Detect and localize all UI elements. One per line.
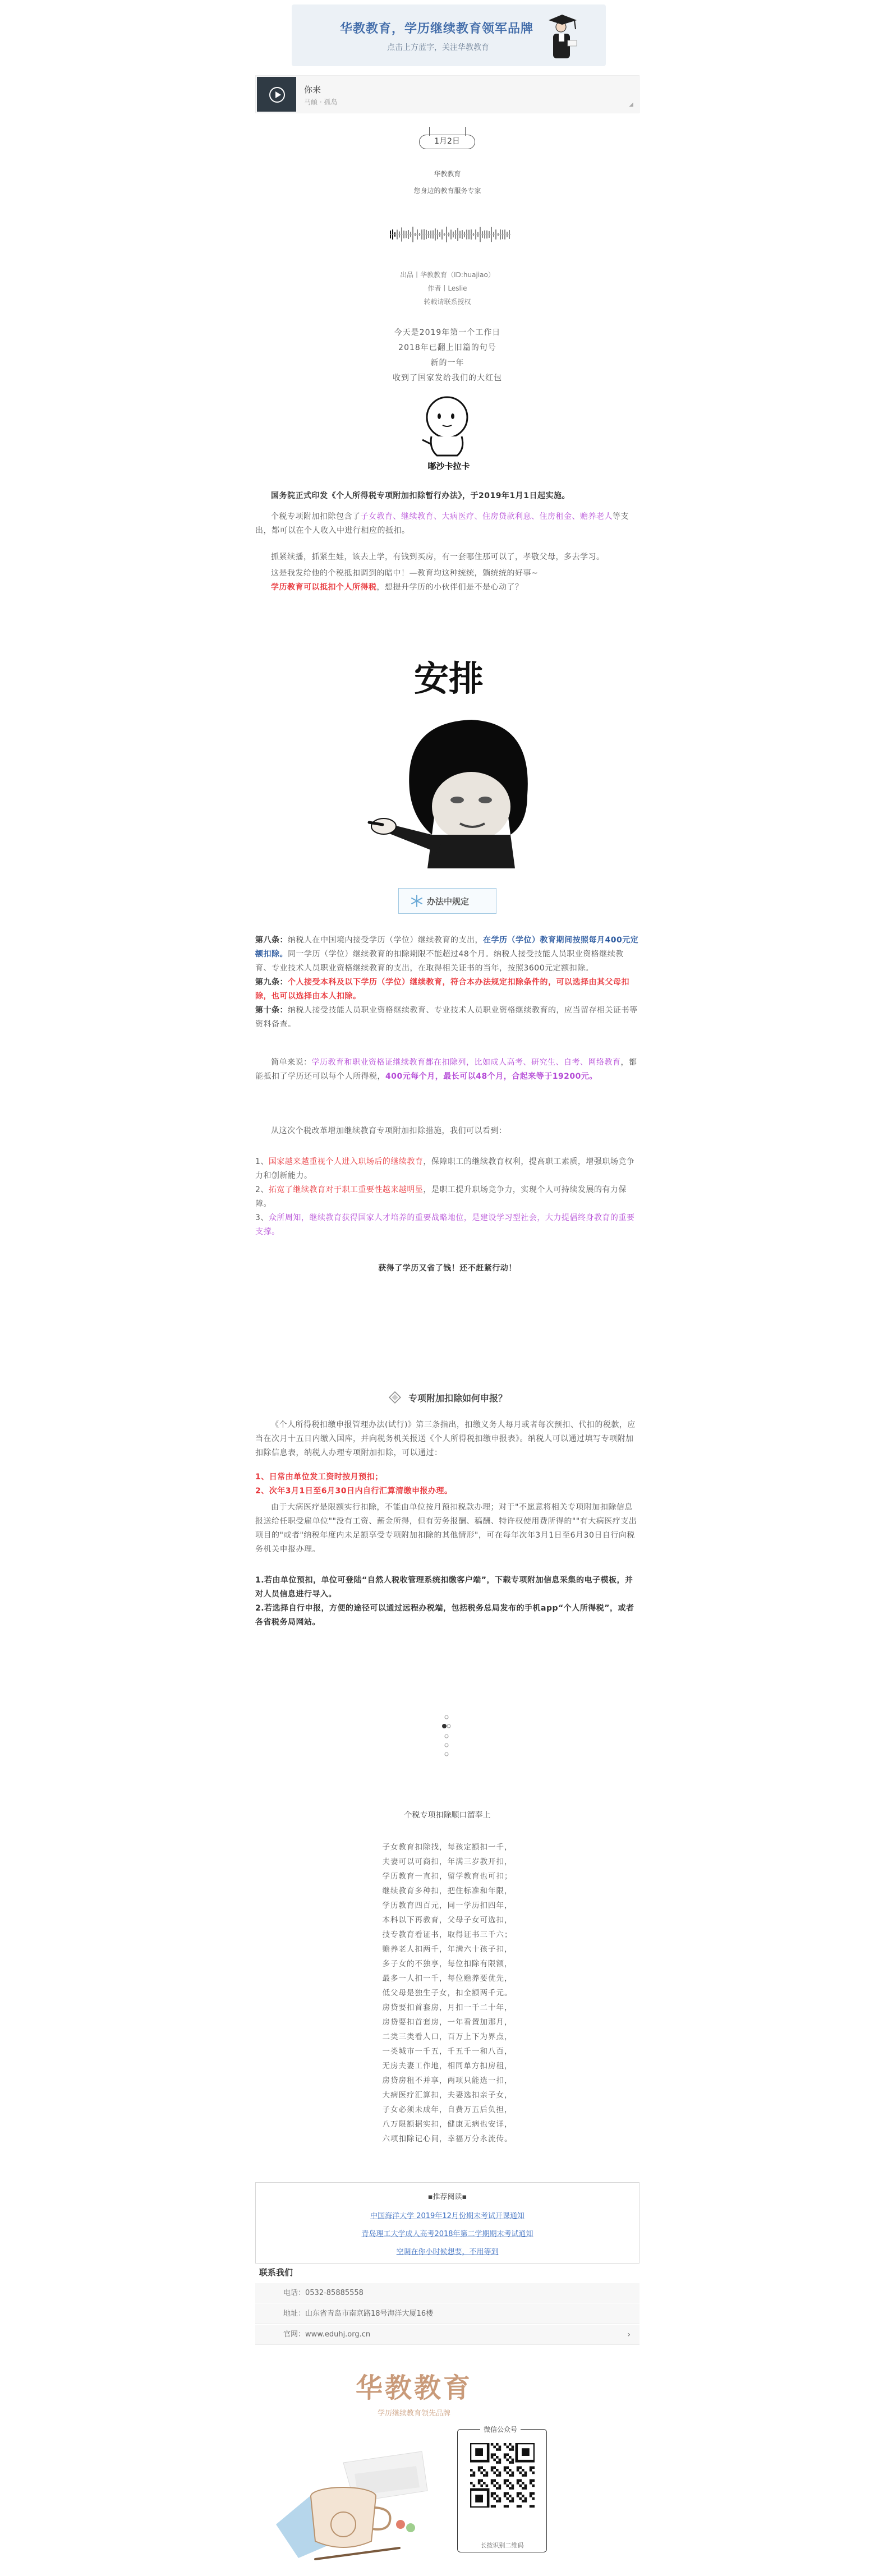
- text-span: 纳税人在中国境内接受学历（学位）继续教育的支出，: [288, 936, 483, 945]
- qr-code-icon[interactable]: [470, 2443, 535, 2508]
- highlight-span: 拓宽了继续教育对于职工重要性越来越明显: [268, 1185, 424, 1194]
- poem-line: 新的一年: [430, 358, 464, 367]
- rhyme-lines: [255, 1840, 639, 2146]
- rhyme-line: 大病医疗汇算扣，夫妻选扣亲子女，: [382, 2091, 513, 2100]
- rhyme-line: 技专教育看证书，取得证书三千六；: [382, 1930, 513, 1939]
- rule-9: [255, 976, 639, 1004]
- rhyme-line: 房贷房租不并享，两项只能选一扣，: [382, 2076, 513, 2085]
- rule-head: 第十条：: [255, 1006, 288, 1015]
- benefit-item: [255, 1183, 639, 1211]
- text-span: 1、: [255, 1157, 269, 1166]
- text-span: 个税专项附加扣除包含了: [271, 512, 361, 521]
- section-title-rules: [398, 888, 496, 914]
- rhyme-line: 多子女的不独享，每位扣除有限额，: [382, 1959, 513, 1968]
- calc-paragraph: [255, 1056, 639, 1084]
- contact-address[interactable]: 地址：山东省青岛市南京路18号海洋大厦16楼: [255, 2304, 639, 2324]
- qr-caption: 长按识别二维码: [480, 2542, 524, 2549]
- rhyme-line: 继续教育多种扣，把住标准和年限，: [382, 1887, 513, 1896]
- benefits-intro: 从这次个税改革增加继续教育专项附加扣除措施，我们可以看到：: [271, 1126, 507, 1135]
- intro-brand-block: [255, 168, 639, 196]
- rhyme-title: 个税专项扣除顺口溜奉上: [404, 1811, 491, 1820]
- expand-icon[interactable]: ◢: [629, 102, 633, 108]
- sticker-caption: 嘟沙卡拉卡: [427, 461, 470, 471]
- text-span: 3、: [255, 1213, 269, 1222]
- rhyme-line: 学历教育一直扣，留学教育也可扣；: [382, 1872, 513, 1881]
- track-name: 你来: [304, 85, 321, 95]
- rhyme-line: 八万限额据实扣，健康无病也安详，: [382, 2120, 513, 2129]
- article-paragraph: [255, 581, 639, 595]
- recommend-header: ▪推荐阅读▪: [427, 2193, 467, 2201]
- website-text: 官网：www.eduhj.org.cn: [283, 2330, 371, 2339]
- contact-website[interactable]: [255, 2325, 639, 2345]
- rule-10: [255, 1004, 639, 1032]
- text-span: 2、: [255, 1185, 269, 1194]
- text-span: 简单来说：: [271, 1058, 312, 1067]
- declare-paragraph: 由于大病医疗是限额实行扣除，不能由单位按月预扣税款办理；对于"不愿意将相关专项附加扣除信息报送给任职受雇单位""没有工资、薪金所得，但有劳务报酬、稿酬、特许权使用费所得的""有大病医疗支出项目的"或者"纳税年度内未足额享受专项附加扣除的其他情形"，可在每年次年3月1日至6月30日自行向税务机关申报办理。: [255, 1503, 637, 1554]
- rhyme-line: 夫妻可以可商扣，年满三岁教开扣，: [382, 1857, 513, 1866]
- dots-divider-icon: [441, 1714, 452, 1759]
- declare-paragraph: 《个人所得税扣缴申报管理办法(试行)》第三条指出，扣缴义务人每月或者每次预扣、代扣的税款，应当在次月十五日内缴入国库，并向税务机关报送《个人所得税扣缴申报表》。纳税人可以通过填写专项附加扣除信息表，纳税人办理专项附加扣除，可以通过：: [255, 1420, 636, 1457]
- text-span: ，都能抵扣了学历还可以每个人所得税，: [255, 1058, 637, 1081]
- article-paragraph: [255, 510, 639, 538]
- play-icon[interactable]: [269, 87, 285, 103]
- footer-brand-name: 华教教育: [355, 2372, 472, 2404]
- article-paragraph: 抓紧续播，抓紧生娃，该去上学，有钱到买房，有一套哪住那可以了，孝敬父母，多去学习。: [271, 553, 605, 562]
- rhyme-line: 房贷要扣首套房，月扣一千二十年，: [382, 2003, 513, 2012]
- poem-line: 收到了国家发给我们的大红包: [393, 374, 502, 383]
- meme-pointing-icon: [365, 706, 555, 868]
- diamond-icon: [388, 1390, 402, 1405]
- contact-title: 联系我们: [259, 2267, 293, 2278]
- banner[interactable]: [292, 4, 606, 66]
- article-paragraph: 这是我发给他的个税抵扣调到的暗中！—教育均这种统统，躺统统的好事~: [271, 569, 539, 578]
- rhyme-line: 最多一人扣一千，每位赡养要优先，: [382, 1974, 513, 1983]
- footer-slogan: 学历继续教育领先品牌: [377, 2409, 450, 2418]
- tea-cup-illustration-icon: [259, 2429, 439, 2564]
- credit-line: 转载请联系授权: [424, 298, 471, 306]
- chevron-right-icon: ›: [627, 2330, 631, 2339]
- snowflake-icon: [411, 895, 422, 907]
- qr-label: 微信公众号: [480, 2425, 521, 2434]
- rules-block: [255, 933, 639, 1032]
- credit-line: 出品丨华教教育（ID:huajiao）: [400, 271, 495, 279]
- track-artist: 马頔 · 孤岛: [304, 98, 338, 106]
- section-title-text: 专项附加扣除如何申报？: [408, 1392, 508, 1404]
- sticker-doll-icon: [418, 393, 474, 466]
- footer-brand: [347, 2366, 481, 2418]
- rhyme-line: 子女教育扣除找，每孩定额扣一千，: [382, 1843, 513, 1852]
- recommend-link[interactable]: 青岛理工大学成人高考2018年第二学期期末考试通知: [361, 2230, 533, 2238]
- recommend-link[interactable]: 空调在你小时候想要，不用等到: [396, 2248, 499, 2256]
- intro-tagline: 您身边的教育服务专家: [413, 187, 481, 195]
- article-paragraph: 国务院正式印发《个人所得税专项附加扣除暂行办法》，于2019年1月1日起实施。: [271, 491, 570, 500]
- banner-title: 华教教育，学历继续教育领军品牌: [340, 22, 534, 36]
- rhyme-line: 一类城市一千五，千五千一和八百，: [382, 2047, 513, 2056]
- recommend-box: [255, 2182, 639, 2264]
- declare-option: 2、次年3月1日至6月30日内自行汇算清缴申报办理。: [255, 1487, 453, 1496]
- rhyme-line: 学历教育四百元，同一学历扣四年，: [382, 1901, 513, 1910]
- declare-block: [255, 1418, 639, 1630]
- declare-method: 1.若由单位预扣，单位可登陆“自然人税收管理系统扣缴客户端”，下载专项附加信息采集的电子模板，并对人员信息进行导入。: [255, 1576, 633, 1599]
- meme-caption: 安排: [413, 658, 484, 699]
- intro-brand: 华教教育: [434, 170, 461, 178]
- rhyme-line: 二类三类看人口，百万上下为界点，: [382, 2032, 513, 2041]
- date-badge: [412, 127, 482, 153]
- text-span: 纳税人接受技能人员职业资格继续教育、专业技术人员职业资格继续教育的，应当留存相关证书等资料备查。: [255, 1006, 638, 1029]
- credit-line: 作者丨Leslie: [427, 284, 467, 292]
- highlight-span: 国家越来越重视个人进入职场后的继续教育: [268, 1157, 424, 1166]
- highlight-span: 400元每个月，最长可以48个月，合起来等于19200元。: [385, 1072, 597, 1081]
- graduate-hat-icon: [543, 10, 582, 61]
- highlight-span: 众所周知，继续教育获得国家人才培养的重要战略地位，是建设学习型社会，大力提倡终身教育的重要支撑。: [255, 1213, 635, 1236]
- section-title-declare: [255, 1390, 639, 1405]
- highlight-span: 子女教育、继续教育、大病医疗、住房贷款利息、住房租金、赡养老人: [360, 512, 613, 521]
- rhyme-line: 六项扣除记心间，幸福万分永流传。: [382, 2135, 513, 2143]
- rhyme-line: 房贷要扣首套房，一年看置加那月，: [382, 2018, 513, 2027]
- contact-phone[interactable]: 电话：0532-85885558: [255, 2283, 639, 2303]
- audio-player[interactable]: [255, 75, 639, 113]
- highlight-span: 个人接受本科及以下学历（学位）继续教育，符合本办法规定扣除条件的，可以选择由其父母扣除，也可以选择由本人扣除。: [255, 978, 629, 1001]
- benefit-item: [255, 1211, 639, 1239]
- rule-8: [255, 933, 639, 976]
- intro-poem: [255, 325, 639, 386]
- article-section-1: [255, 489, 639, 595]
- album-cover: [257, 77, 296, 112]
- rhyme-line: 赡养老人扣两千，年满六十孩子扣，: [382, 1945, 513, 1954]
- highlight-span: 学历教育可以抵扣个人所得税: [271, 583, 377, 592]
- highlight-span: 在学历（学位）教育期间按照每月400元定额扣除。: [255, 936, 639, 959]
- date-label: 1月2日: [419, 135, 475, 149]
- rhyme-line: 无房夫妻工作地，相同单方扣房租，: [382, 2062, 513, 2071]
- benefit-item: [255, 1155, 639, 1183]
- text-span: ，想提升学历的小伙伴们是不是心动了？: [376, 583, 523, 592]
- text-span: 等支出，都可以在个人收入中进行相应的抵扣。: [255, 512, 629, 535]
- poem-line: 2018年已翻上旧篇的句号: [398, 343, 496, 352]
- rhyme-line: 本科以下再教育，父母子女可选扣，: [382, 1916, 513, 1925]
- highlight-span: 学历教育和职业资格证继续教育都在扣除列，比如成人高考、研究生、自考、网络教育: [311, 1058, 621, 1067]
- rhyme-line: 子女必须未成年，自费万五后负担，: [382, 2105, 513, 2114]
- banner-subtitle: 点击上方蓝字，关注华教教育: [387, 43, 489, 52]
- declare-option: 1、日常由单位发工资时按月预扣；: [255, 1473, 383, 1482]
- text-span: ，是职工提升职场竞争力，实现个人可持续发展的有力保障。: [255, 1185, 627, 1208]
- qr-panel: [457, 2426, 547, 2552]
- section-title-text: 办法中规定: [427, 896, 470, 907]
- recommend-link[interactable]: 中国海洋大学 2019年12月份期末考试开课通知: [370, 2212, 524, 2220]
- cta-text: 获得了学历又省了钱！还不赶紧行动！: [378, 1264, 517, 1273]
- text-span: 同一学历（学位）继续教育的扣除期限不能超过48个月。纳税人接受技能人员职业资格继续教育、专业技术人员职业资格继续教育的支出，在取得相关证书的当年，按照3600元定额扣除。: [255, 950, 624, 973]
- declare-method: 2.若选择自行申报，方便的途径可以通过远程办税端，包括税务总局发布的手机app“个人所得税”，或者各省税务局网站。: [255, 1604, 634, 1627]
- rule-head: 第八条：: [255, 936, 288, 945]
- poem-line: 今天是2019年第一个工作日: [394, 328, 501, 337]
- credits: [255, 268, 639, 309]
- calc-block: [255, 1056, 639, 1084]
- text-span: ，保障职工的继续教育权利，提高职工素质，增强职场竞争力和创新能力。: [255, 1157, 635, 1180]
- audio-wave-icon: [390, 223, 511, 246]
- rule-head: 第九条：: [255, 978, 288, 987]
- rhyme-line: 低父母是独生子女，扣全额两千元。: [382, 1989, 513, 1998]
- benefits-block: [255, 1124, 639, 1276]
